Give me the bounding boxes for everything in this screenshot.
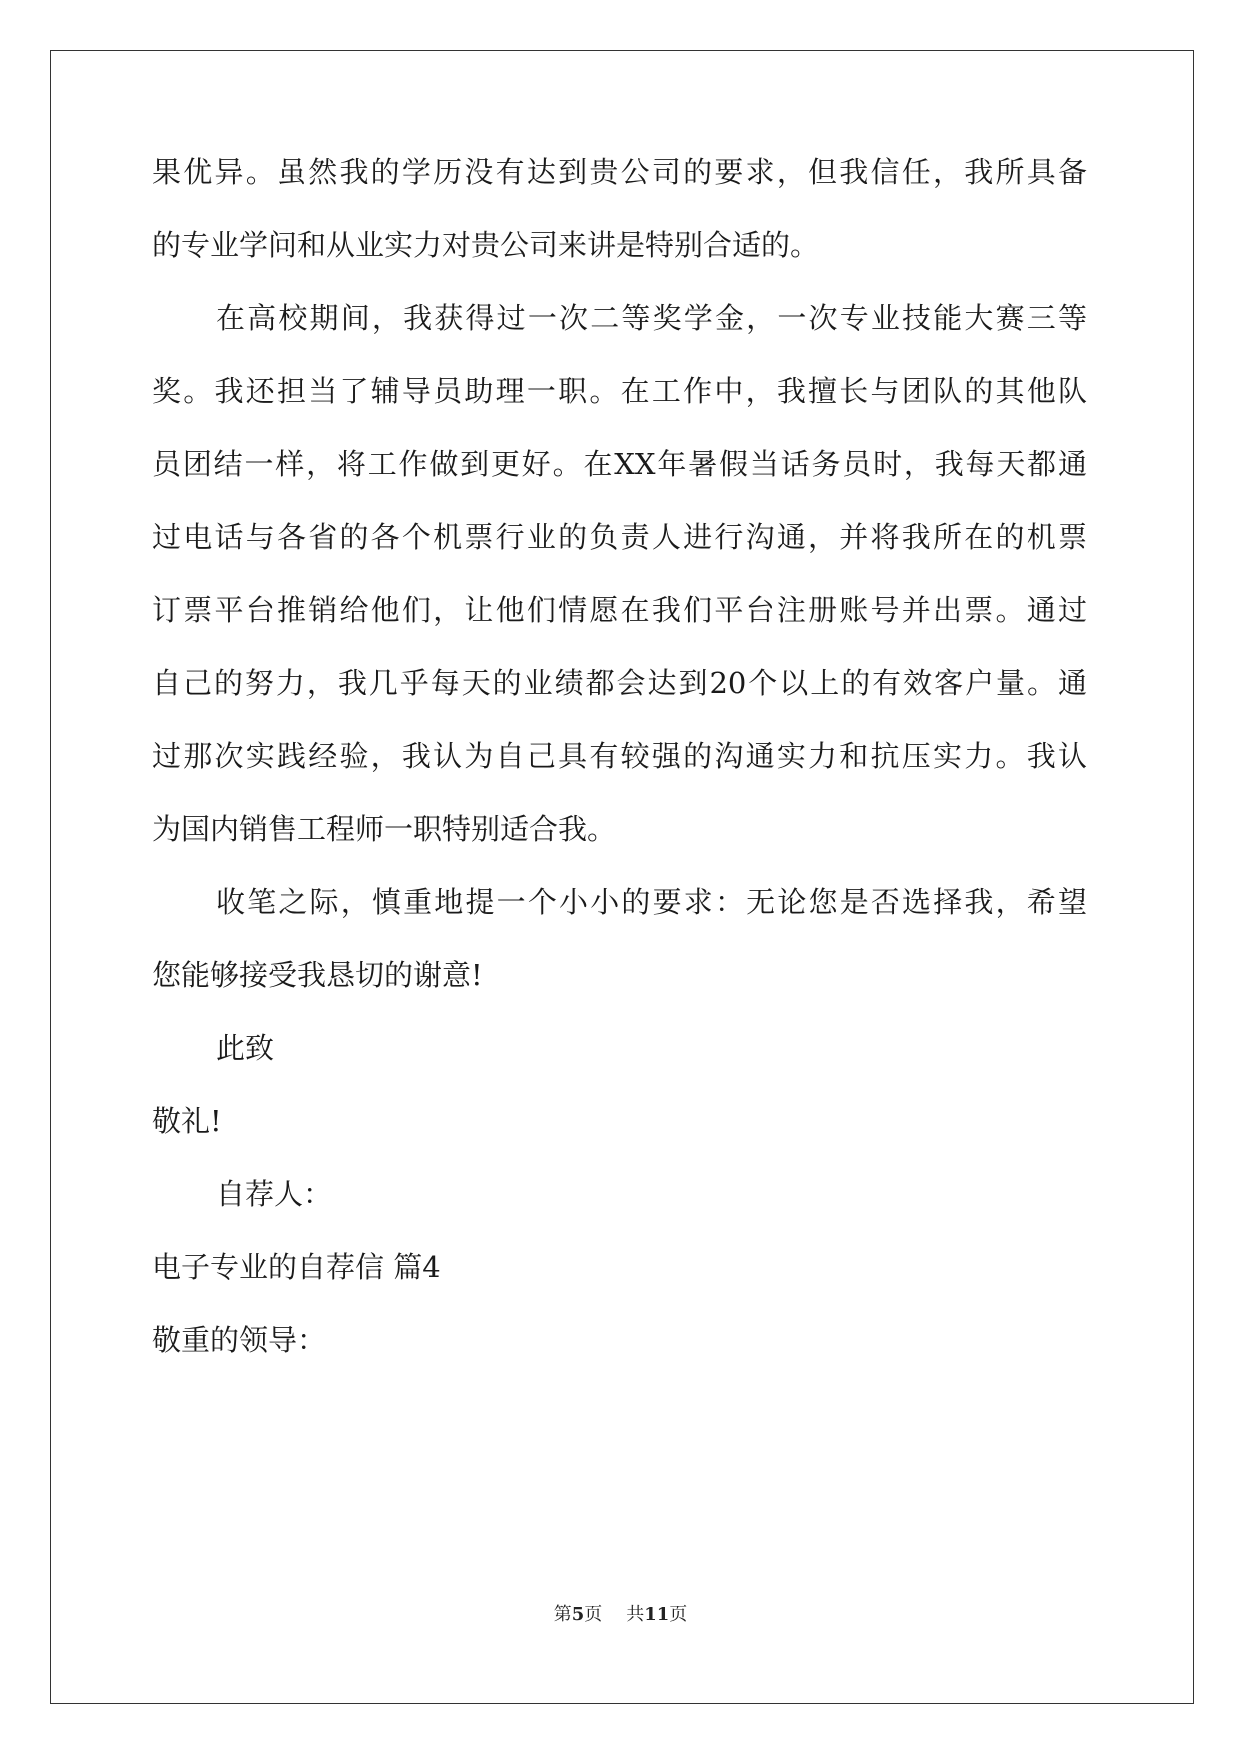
greeting-line: 敬重的领导： xyxy=(152,1323,327,1357)
page-footer xyxy=(0,1603,1241,1627)
body-line-11: 收笔之际，慎重地提一个小小的要求：无论您是否选择我，希望 xyxy=(216,885,1087,919)
body-line-9: 过那次实践经验，我认为自己具有较强的沟通实力和抗压实力。我认 xyxy=(152,739,1087,773)
signature-label: 自荐人： xyxy=(216,1177,333,1211)
body-line-12: 您能够接受我恳切的谢意! xyxy=(152,958,483,992)
body-line-4: 奖。我还担当了辅导员助理一职。在工作中，我擅长与团队的其他队 xyxy=(152,374,1087,408)
closing-salutation: 此致 xyxy=(216,1031,275,1065)
page-number-label: 第5页 xyxy=(553,1604,603,1625)
closing-regards: 敬礼! xyxy=(152,1104,222,1138)
section-heading: 电子专业的自荐信 篇4 xyxy=(152,1250,441,1284)
body-line-1: 果优异。虽然我的学历没有达到贵公司的要求，但我信任，我所具备 xyxy=(152,155,1087,189)
body-line-6: 过电话与各省的各个机票行业的负责人进行沟通，并将我所在的机票 xyxy=(152,520,1087,554)
body-line-2: 的专业学问和从业实力对贵公司来讲是特别合适的。 xyxy=(152,228,820,262)
total-pages-label: 共11页 xyxy=(626,1604,688,1625)
body-line-7: 订票平台推销给他们，让他们情愿在我们平台注册账号并出票。通过 xyxy=(152,593,1087,627)
body-line-8: 自己的努力，我几乎每天的业绩都会达到20个以上的有效客户量。通 xyxy=(152,666,1087,700)
body-line-10: 为国内销售工程师一职特别适合我。 xyxy=(152,812,617,846)
body-line-5: 员团结一样，将工作做到更好。在XX年暑假当话务员时，我每天都通 xyxy=(152,447,1087,481)
body-line-3: 在高校期间，我获得过一次二等奖学金，一次专业技能大赛三等 xyxy=(216,301,1087,335)
